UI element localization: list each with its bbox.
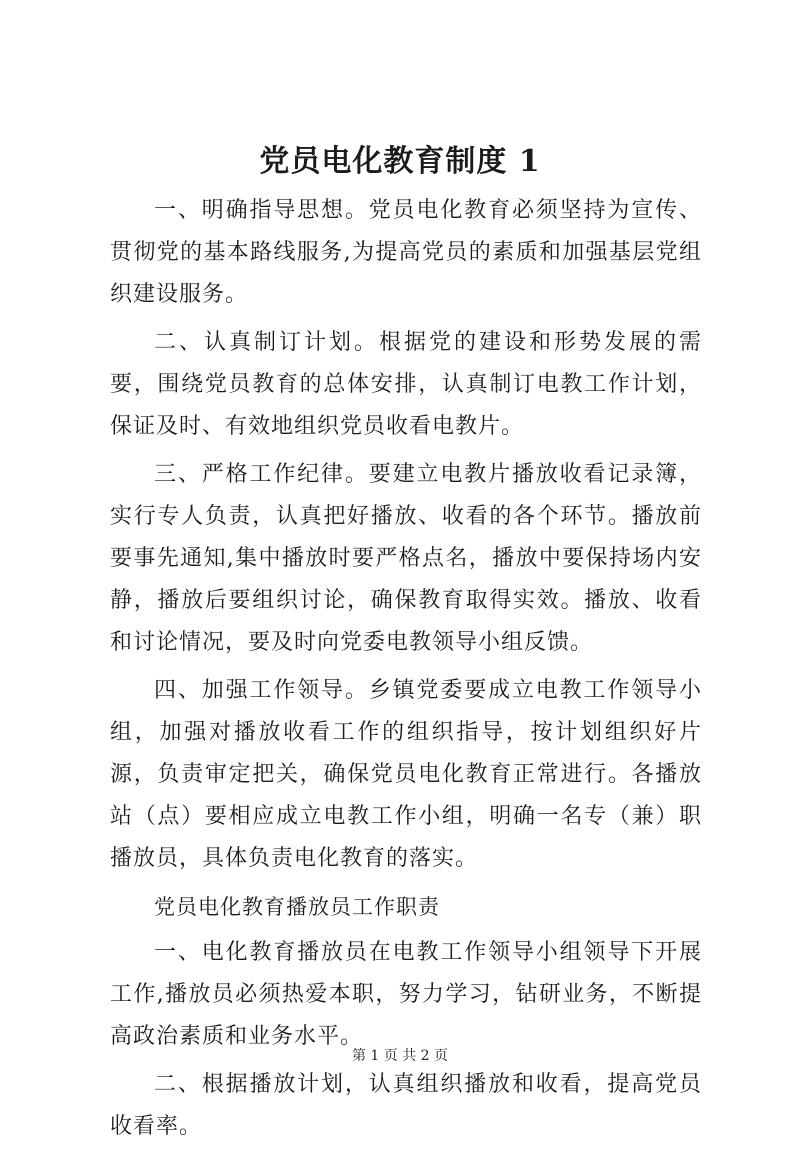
- paragraph-1: 一、明确指导思想。党员电化教育必须坚持为宣传、贯彻党的基本路线服务,为提高党员的素质和加强基层党组织建设服务。: [110, 198, 702, 307]
- paragraph-2: 二、认真制订计划。根据党的建设和形势发展的需要，围绕党员教育的总体安排，认真制订电教工作计划，保证及时、有效地组织党员收看电教片。: [110, 330, 702, 439]
- page-footer: 第 1 页 共 2 页: [351, 1048, 449, 1064]
- section-subheading: 党员电化教育播放员工作职责: [154, 895, 440, 919]
- document-title: 党员电化教育制度 1: [259, 144, 541, 179]
- paragraph-3: 三、严格工作纪律。要建立电教片播放收看记录簿，实行专人负责，认真把好播放、收看的各个环节。播放前要事先通知,集中播放时要严格点名，播放中要保持场内安静，播放后要组织讨论，确保教育取得实效。播放、收看和讨论情况，要及时向党委电教领导小组反馈。: [110, 462, 702, 655]
- paragraph-5: 一、电化教育播放员在电教工作领导小组领导下开展工作,播放员必须热爱本职，努力学习，钻研业务，不断提高政治素质和业务水平。: [110, 940, 702, 1049]
- document-body: [110, 190, 702, 1154]
- paragraph-6: 二、根据播放计划，认真组织播放和收看，提高党员收看率。: [110, 1072, 702, 1139]
- paragraph-4: 四、加强工作领导。乡镇党委要成立电教工作领导小组，加强对播放收看工作的组织指导，按计划组织好片源，负责审定把关，确保党员电化教育正常进行。各播放站（点）要相应成立电教工作小组，明确一名专（兼）职播放员，具体负责电化教育的落实。: [110, 678, 702, 871]
